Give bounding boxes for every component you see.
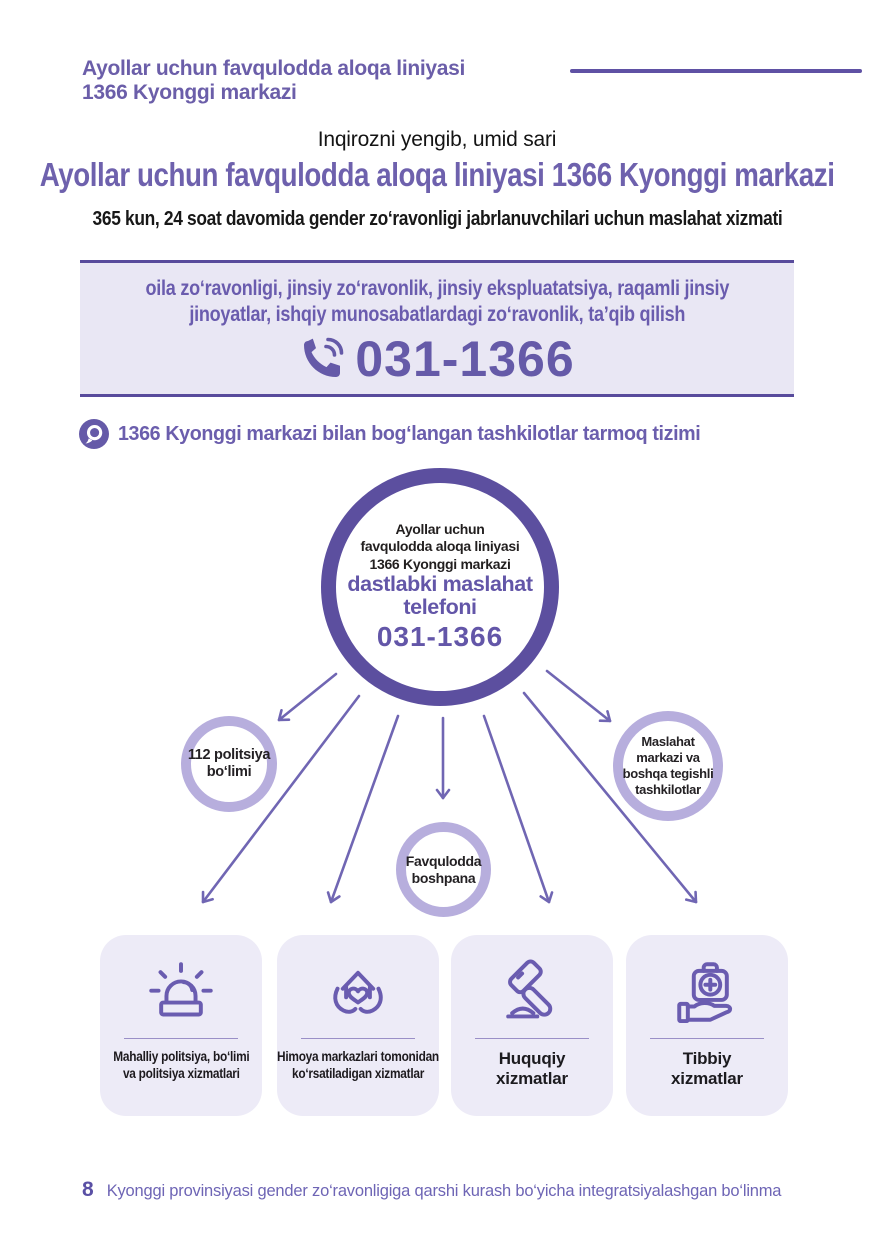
hotline-phone-row	[299, 330, 574, 388]
gavel-icon	[495, 950, 569, 1034]
service-card-medical	[626, 935, 788, 1116]
hotline-description-line1: oila zo‘ravonligi, jinsiy zo‘ravonlik, jinsiy ekspluatatsiya, raqamli jinsiy	[145, 277, 729, 300]
hotline-description-line2: jinoyatlar, ishqiy munosabatlardagi zo‘ravonlik, ta’qib qilish	[189, 302, 685, 326]
page-header-title	[82, 57, 465, 104]
service-card-police-label: Mahalliy politsiya, bo‘limi va politsiya xizmatlari	[112, 1049, 250, 1081]
page-footer	[82, 1178, 781, 1202]
center-line3: 1366 Kyonggi markazi	[369, 555, 511, 572]
header-title-line1: Ayollar uchun favqulodda aloqa liniyasi	[82, 57, 466, 80]
arrow-to-org-circle	[547, 671, 610, 721]
card-divider	[650, 1038, 764, 1039]
page-number: 8	[82, 1178, 94, 1201]
arrow-to-police-circle	[279, 674, 336, 720]
phone-handset-icon	[299, 336, 345, 382]
header-title-line2: 1366 Kyonggi markazi	[82, 80, 297, 104]
service-card-legal-label: Huquqiy xizmatlar	[496, 1049, 568, 1089]
card-divider	[301, 1038, 415, 1039]
police-112-circle: 112 politsiya bo‘limi	[181, 716, 277, 812]
footer-text: Kyonggi provinsiyasi gender zo‘ravonligiga qarshi kurash bo‘yicha integratsiyalashgan bo‘linma	[106, 1182, 782, 1200]
shelter-hands-icon	[321, 950, 395, 1034]
service-card-medical-label: Tibbiy xizmatlar	[671, 1049, 743, 1089]
center-phone-number: 031-1366	[376, 621, 504, 653]
service-card-legal	[451, 935, 613, 1116]
hero-title: Ayollar uchun favqulodda aloqa liniyasi 1366 Kyonggi markazi	[39, 156, 835, 193]
center-label-line2: telefoni	[403, 594, 477, 619]
service-card-protection-label: Himoya markazlari tomonidan ko‘rsatiladigan xizmatlar	[277, 1049, 439, 1081]
medical-kit-icon	[670, 950, 744, 1034]
header-rule	[570, 69, 862, 73]
card-divider	[475, 1038, 589, 1039]
emergency-shelter-circle: Favqulodda boshpana	[396, 822, 491, 917]
arrow-to-card-protection	[331, 716, 398, 902]
center-line2: favqulodda aloqa liniyasi	[360, 538, 520, 555]
network-section-title: 1366 Kyonggi markazi bilan bog‘langan tashkilotlar tarmoq tizimi	[118, 422, 701, 445]
hero-subtitle: 365 kun, 24 soat davomida gender zo‘ravonligi jabrlanuvchilari uchun maslahat xizmati	[92, 208, 782, 230]
card-divider	[124, 1038, 238, 1039]
hero-tagline: Inqirozni yengib, umid sari	[317, 128, 557, 151]
network-section-heading	[79, 419, 725, 449]
arrow-to-card-legal	[484, 716, 549, 902]
hotline-description	[98, 276, 777, 327]
central-hotline-circle	[321, 468, 559, 706]
hotline-phone-number: 031-1366	[355, 331, 575, 388]
center-line1: Ayollar uchun	[395, 520, 485, 537]
center-label-line1: dastlabki maslahat	[347, 572, 533, 597]
hotline-box	[80, 260, 794, 397]
siren-icon	[144, 950, 218, 1034]
service-card-protection	[277, 935, 439, 1116]
chat-bubble-icon	[79, 419, 109, 449]
network-diagram	[0, 460, 874, 1130]
service-card-police	[100, 935, 262, 1116]
counseling-orgs-circle: Maslahat markazi va boshqa tegishli tashkilotlar	[613, 711, 723, 821]
